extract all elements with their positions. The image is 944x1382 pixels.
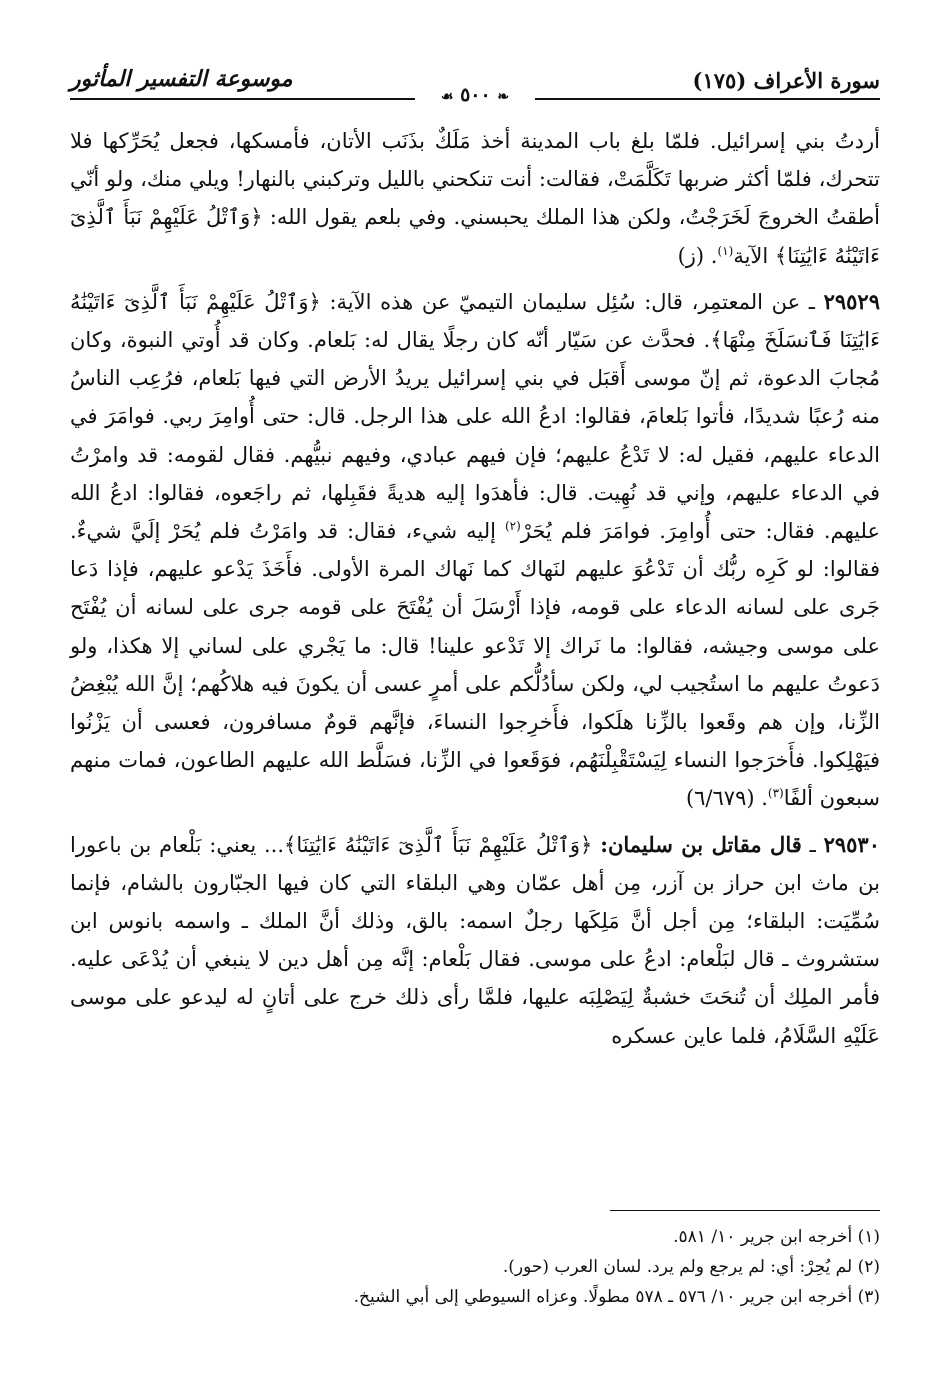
paragraph-tail: . (٦/٦٧٩)	[685, 786, 768, 811]
footnote-3: (٣) أخرجه ابن جرير ١٠/ ٥٧٦ ـ ٥٧٨ مطولًا. وعزاه السيوطي إلى أبي الشيخ.	[353, 1287, 880, 1307]
paragraph-text: ﴿وَٱتْلُ عَلَيْهِمْ نَبَأَ ٱلَّذِىٓ ءَاتَيْنَٰهُ ءَايَٰتِنَا﴾... يعني: بَلْعام بن باعورا بن ماث ابن حراز بن آزر، مِن أهل عمّان وهي البلقاء التي كان فيها الجبّارون بالشام، فإنما سُمِّيَت: البلقاء؛ مِن أجل أنَّ مَلِكَها رجلٌ اسمه: بالق، وذلك أنَّ الملك ـ واسمه بانوس ابن ستشروث ـ قال لبَلْعام: ادعُ على موسى. فقال بَلْعام: إنَّه مِن أهل دين لا ينبغي أن يُدْعَى عليه. فأمر الملِك أن تُنحَتَ خشبةٌ لِيَصْلِبَه عليها، فلمَّا رأى ذلك خرج على أتانٍ له ليدعو على موسى عَلَيْهِ السَّلَامُ، فلما عاين عسكره	[70, 832, 880, 1048]
footnote-rule	[610, 1210, 880, 1211]
footnotes	[70, 1222, 880, 1312]
paragraph-text-cont: إليه شيء، فقال: قد وامَرْتُ فلم يُحَرْ إلَيَّ شيءٌ. فقالوا: لو كَرِه ربُّك أن تَدْعُوَ عليهم لنَهاك كما نَهاك المرة الأولى. فأَخَذَ يَدْعو عليهم، فإذا دَعا جَرى على لسانه الدعاء على قومه، فإذا أَرْسَلَ أن يُفْتَحَ على قومه جرى على لسانه أن يُفْتَح على موسى وجيشه، فقالوا: ما نَراك إلا تَدْعو علينا! قال: ما يَجْري على لساني إلا هكذا، ولو دَعوتُ عليهم ما استُجيب لي، ولكن سأدُلُّكم على أمرٍ عسى أن يكونَ فيه هلاكُهم؛ إنَّ الله يُبْغِضُ الزِّنا، وإن هم وقَعوا بالزِّنا هلَكوا، فأَخرِجوا النساءَ، فإنَّهم قومٌ مسافرون، فعسى أن يَزْنُوا فيَهْلِكوا. فأَخرَجوا النساء لِيَسْتَقْبِلْنَهُم، فوَقَعوا في الزِّنا، فسَلَّط الله عليهم الطاعون، فمات منهم سبعون ألفًا	[70, 519, 880, 811]
footnote-2: (٢) لم يُحِرْ: أي: لم يرجع ولم يرد. لسان العرب (حور).	[502, 1257, 880, 1277]
footnote-ref: (٣)	[767, 786, 784, 801]
footnote-ref: (١)	[717, 243, 734, 258]
footnote-ref: (٢)	[504, 519, 521, 534]
page-number-value: ٥٠٠	[460, 84, 491, 106]
footnote-1: (١) أخرجه ابن جرير ١٠/ ٥٨١.	[673, 1227, 880, 1247]
ornament-right-icon: ❧	[497, 89, 510, 105]
narration-number: ٢٩٥٣٠	[823, 831, 880, 857]
paragraph-1	[70, 122, 880, 275]
paragraph-text: أردتُ بني إسرائيل. فلمّا بلغ باب المدينة أخذ مَلَكٌ بذَنَب الأتان، فأمسكها، فجعل يُحَرِّكها فلا تتحرك، فلمّا أكثر ضربها تَكَلَّمَتْ، فقالت: أنت تنكحني بالليل وتركبني بالنهار! ويلي منك، ولو أنّي أطقتُ الخروجَ لَخَرَجْتُ، ولكن هذا الملك يحبسني. وفي بلعم يقول الله: ﴿وَٱتْلُ عَلَيْهِمْ نَبَأَ ٱلَّذِىٓ ءَاتَيْنَٰهُ ءَايَٰتِنَا﴾ الآية	[70, 129, 880, 268]
paragraph-3: ٢٩٥٣٠ ـ قال مقاتل بن سليمان: ﴿وَٱتْلُ عَلَيْهِمْ نَبَأَ ٱلَّذِىٓ ءَاتَيْنَٰهُ ءَايَٰتِنَا﴾... يعني: بَلْعام بن باعورا بن ماث ابن حراز بن آزر، مِن أهل عمّان وهي البلقاء التي كان فيها الجبّارون بالشام، فإنما سُمِّيَت: البلقاء؛ مِن أجل أنَّ مَلِكَها رجلٌ اسمه: بالق، وذلك أنَّ الملك ـ واسمه بانوس ابن ستشروث ـ قال لبَلْعام: ادعُ على موسى. فقال بَلْعام: إنَّه مِن أهل دين لا ينبغي أن يُدْعَى عليه. فأمر الملِك أن تُنحَتَ خشبةٌ لِيَصْلِبَه عليها، فلمَّا رأى ذلك خرج على أتانٍ له ليدعو على موسى عَلَيْهِ السَّلَامُ، فلما عاين عسكره	[70, 831, 880, 1048]
main-text	[70, 122, 880, 1063]
narration-number: ٢٩٥٢٩	[823, 288, 880, 314]
paragraph-text: ـ عن المعتمِر، قال: سُئِل سليمان التيميّ عن هذه الآية: ﴿وَٱتْلُ عَلَيْهِمْ نَبَأَ ٱلَّذِىٓ ءَاتَيْنَٰهُ ءَايَٰتِنَا فَٱنسَلَخَ مِنْهَا﴾. فحدَّث عن سَيّار أنّه كان رجلًا يقال له: بَلعام. وكان قد أُوتي النبوة، وكان مُجابَ الدعوة، ثم إنّ موسى أَقبَل في بني إسرائيل يريدُ الأرض التي فيها بَلعام، فرُعِب الناسُ منه رُعبًا شديدًا، فأتوا بَلعامَ، فقالوا: ادعُ الله على هذا الرجل. قال: حتى أُوامِرَ ربي. فوامَرَ في الدعاء عليهم، فقيل له: لا تَدْعُ عليهم؛ فإن فيهم عبادي، وفيهم نبيُّهم. فقال لقومه: قد وامرْتُ في الدعاء عليهم، وإني قد نُهِيت. قال: فأهدَوا إليه هديةً فقَبِلها، ثم راجَعوه، فقالوا: ادعُ الله عليهم. فقال: حتى أُوامِرَ. فوامَرَ فلم يُحَرْ	[70, 289, 880, 544]
book-page	[70, 0, 880, 1382]
page-number	[415, 84, 535, 106]
paragraph-tail: . (ز)	[677, 243, 718, 268]
surah-title: سورة الأعراف (١٧٥)	[692, 68, 880, 93]
book-title: موسوعة التفسير المأثور	[70, 66, 293, 92]
narration-source: قال مقاتل بن سليمان:	[600, 831, 802, 857]
paragraph-2	[70, 283, 880, 818]
ornament-left-icon: ☙	[440, 89, 454, 105]
